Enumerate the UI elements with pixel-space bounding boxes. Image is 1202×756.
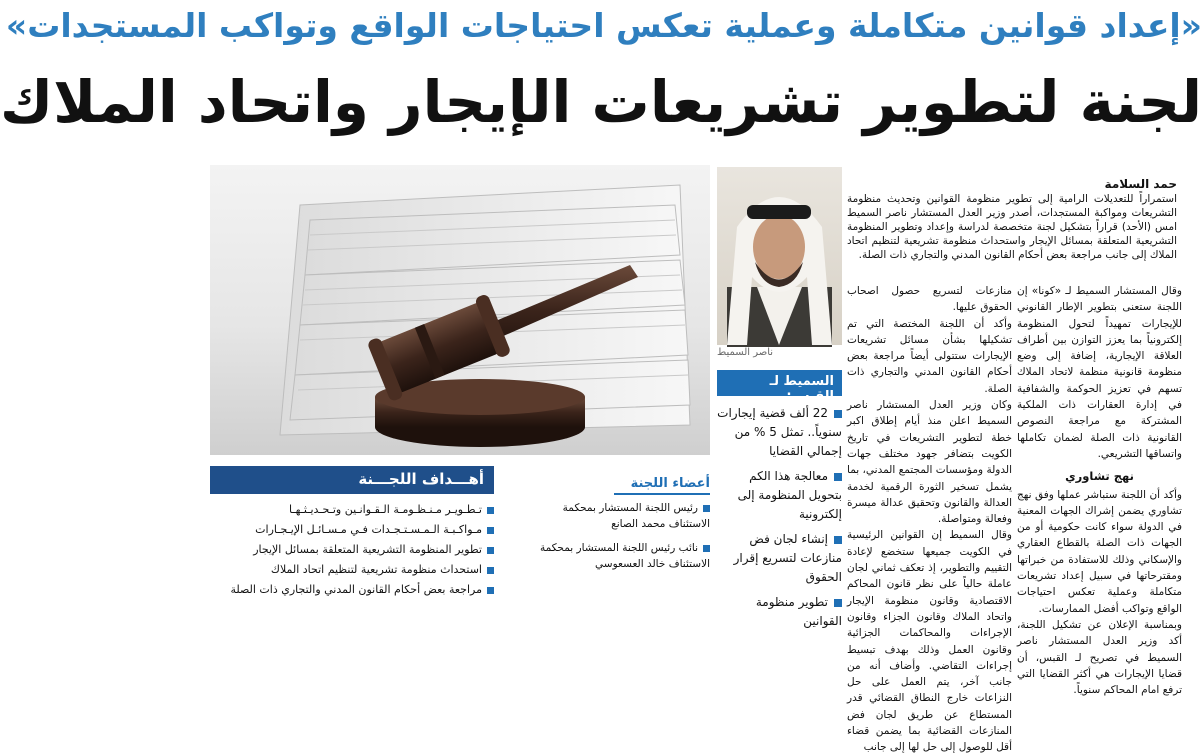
sidebar-item: معالجة هذا الكم بتحويل المنظومة إلى إلكترونية [737, 469, 842, 521]
paragraph: وأكد أن اللجنة المختصة التي تم تشكيلها بشأن مسائل تشريعات الإيجارات ستتولى أيضاً مراجعة بعض أحكام القانون المدني والتجاري ذات الصلة. [847, 317, 1012, 395]
goals-title: أهـــداف اللجـــنة [210, 466, 494, 494]
bullet-icon [834, 473, 842, 481]
article-column-right [1017, 283, 1182, 697]
sidebar-item: تطوير منظومة القوانين [755, 595, 842, 628]
article-column-middle [847, 283, 1012, 754]
bullet-icon [487, 547, 494, 554]
goal-item: تطوير المنظومة التشريعية المتعلقة بمسائل الإيجار [210, 540, 494, 560]
subheading: نهج تشاوري [1065, 469, 1134, 484]
paragraph: وقال السميط إن القوانين الرئيسية في الكويت جميعها ستخضع لإعادة التقييم والتطوير، إذ تعكف ثماني لجان عاملة حالياً على نظر قانون المحاكم الاقتصادية وقانون منظومة الإيجار واتحاد الملاك وقانون الجزاء وقانون الإجراءات والمحاكمات الجزائية وقانون العمل وذلك بهدف تبسيط إجراءات التقاضي. وأضاف أنه من جانب آخر، يتم العمل على حل النزاعات خارج النطاق القضائي قدر المستطاع عن طريق لجان فض المنازعات القضائية بما يضمن قضاء أقل للوصول إلى حل لها إلى جانب [847, 529, 1012, 754]
gavel-photo [210, 165, 710, 455]
bullet-icon [834, 599, 842, 607]
portrait-photo [717, 167, 842, 345]
goal-item: مراجعة بعض أحكام القانون المدني والتجاري ذات الصلة [210, 580, 494, 600]
photo-caption: ناصر السميط [717, 347, 774, 358]
headline: لجنة لتطوير تشريعات الإيجار واتحاد الملاك [0, 68, 1202, 136]
sidebar-item: إنشاء لجان فض منازعات لتسريع إقرار الحقوق [733, 532, 842, 584]
bullet-icon [834, 410, 842, 418]
bullet-icon [703, 505, 710, 512]
member-item: نائب رئيس اللجنة المستشار بمحكمة الاستئناف خالد العسعوسي [539, 542, 710, 570]
byline: حمد السلامة [1104, 177, 1177, 191]
sidebar-list [717, 404, 842, 637]
sidebar-title: السميط لـ القبس: [717, 370, 842, 396]
bullet-icon [703, 545, 710, 552]
members-list [527, 500, 710, 580]
goal-item: تـطـويـر مـنـظـومـة الـقـوانـين وتـحـديـثـهـا [210, 500, 494, 520]
paragraph: وقال المستشار السميط لـ «كونا» إن اللجنة ستعنى بتطوير الإطار القانوني للإيجارات تمهيداً لتحول المنظومة إلكترونياً بما يعزز التوازن بين أطراف العلاقة الإيجارية، إضافة إلى وضع منظومة قانونية منظمة لاتحاد الملاك تسهم في تعزيز الحوكمة والشفافية في إدارة العقارات ذات الملكية المشتركة مع مراجعة النصوص القانونية ذات الصلة لضمان تكاملها واتساقها التشريعي. [1017, 285, 1182, 460]
sidebar-item: 22 ألف قضية إيجارات سنوياً.. تمثل 5 % من إجمالي القضايا [717, 406, 842, 458]
goal-item: مـواكـبـة الـمـسـتـجـدات فـي مـسـائـل الإيـجـارات [210, 520, 494, 540]
bullet-icon [487, 567, 494, 574]
bullet-icon [487, 507, 494, 514]
paragraph: وأكد أن اللجنة ستباشر عملها وفق نهج تشاوري يضمن إشراك الجهات المعنية في الدولة سواء كانت حكومية أو من الجهات ذات الصلة بالقطاع العقاري والإسكاني وذلك للاستفادة من خبراتها ومقترحاتها في سبيل إعداد تشريعات متكاملة وعملية تعكس احتياجات الواقع وتواكب أفضل الممارسات. [1017, 488, 1182, 615]
member-item: رئيس اللجنة المستشار بمحكمة الاستئناف محمد الصانع [562, 502, 710, 530]
gavel-illustration [210, 165, 710, 455]
bullet-icon [834, 536, 842, 544]
goal-item: استحداث منظومة تشريعية لتنظيم اتحاد الملاك [210, 560, 494, 580]
bullet-icon [487, 587, 494, 594]
lede-paragraph: استمراراً للتعديلات الرامية إلى تطوير منظومة القوانين وتحديث منظومة التشريعات ومواكبة المستجدات، أصدر وزير العدل المستشار ناصر السميط امس (الأحد) قراراً بتشكيل لجنة متخصصة لدراسة وإعداد وتطوير المنظومة التشريعية المتعلقة بمسائل الإيجار واستحداث منظومة تشريعية لتنظيم اتحاد الملاك إلى جانب مراجعة بعض أحكام القانون المدني والتجاري ذات الصلة. [847, 193, 1177, 261]
paragraph: وبمناسبة الإعلان عن تشكيل اللجنة، أكد وزير العدل المستشار ناصر السميط في تصريح لـ القبس، أن قضايا الإيجارات هي أكثر القضايا التي ترفع امام المحاكم سنوياً. [1017, 618, 1182, 697]
bullet-icon [487, 527, 494, 534]
goals-list [210, 500, 494, 600]
members-title: أعضاء اللجنة [614, 476, 710, 495]
paragraph: منازعات لتسريع حصول اصحاب الحقوق عليها. [847, 285, 1012, 314]
kicker-quote: «إعداد قوانين متكاملة وعملية تعكس احتياجات الواقع وتواكب المستجدات» [5, 6, 1202, 45]
paragraph: وكان وزير العدل المستشار ناصر السميط اعلن منذ أيام إطلاق اكبر خطة لتطوير التشريعات في تاريخ الكويت بتضافر جهود مختلف جهات الدولة ومؤسسات المجتمع المدني، بما يشمل تسخير الثورة الرقمية لخدمة العدالة والقانون وتحقيق عدالة ميسرة وفعالة ومتواصلة. [847, 399, 1012, 526]
